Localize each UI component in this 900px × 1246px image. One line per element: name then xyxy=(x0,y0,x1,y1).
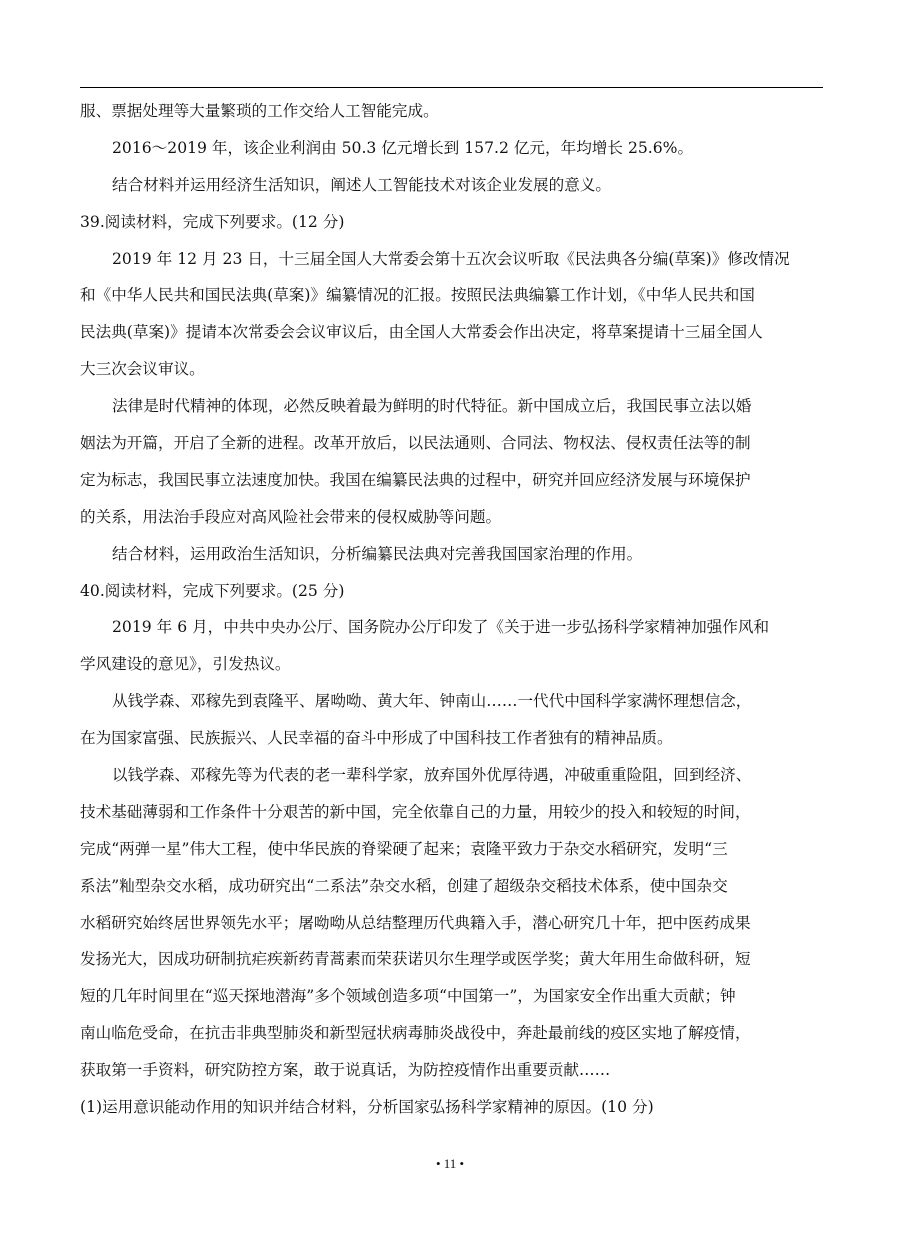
q40-paragraph-3-line-4: 系法”籼型杂交水稻，成功研究出“二系法”杂交水稻，创建了超级杂交稻技术体系，使中国杂交 xyxy=(80,876,728,895)
q39-paragraph-1-line-4: 大三次会议审议。 xyxy=(80,360,205,379)
q39-paragraph-1-line-1: 2019 年 12 月 23 日，十三届全国人大常委会第十五次会议听取《民法典各分编(草案)》修改情况 xyxy=(112,249,790,268)
q40-paragraph-3-line-5: 水稻研究始终居世界领先水平；屠呦呦从总结整理历代典籍入手，潜心研究几十年，把中医药成果 xyxy=(80,913,751,932)
question-40-part-1: (1)运用意识能动作用的知识并结合材料，分析国家弘扬科学家精神的原因。(10 分) xyxy=(80,1098,654,1117)
q40-paragraph-3-line-7: 短的几年时间里在“巡天探地潜海”多个领域创造多项“中国第一”，为国家安全作出重大贡献；钟 xyxy=(80,987,736,1006)
q39-paragraph-1-line-3: 民法典(草案)》提请本次常委会会议审议后，由全国人大常委会作出决定，将草案提请十三届全国人 xyxy=(80,323,763,342)
q40-paragraph-3-line-1: 以钱学森、邓稼先等为代表的老一辈科学家，放弃国外优厚待遇，冲破重重险阻，回到经济、 xyxy=(112,766,752,785)
q40-paragraph-1-line-2: 学风建设的意见》，引发热议。 xyxy=(80,655,291,674)
text-line-continuation: 服、票据处理等大量繁琐的工作交给人工智能完成。 xyxy=(80,102,439,120)
q40-paragraph-1-line-1: 2019 年 6 月，中共中央办公厅、国务院办公厅印发了《关于进一步弘扬科学家精神加强作风和 xyxy=(112,618,770,637)
question-39-prompt: 结合材料，运用政治生活知识，分析编纂民法典对完善我国国家治理的作用。 xyxy=(112,544,643,563)
q40-paragraph-3-line-6: 发扬光大，因成功研制抗疟疾新药青蒿素而荣获诺贝尔生理学或医学奖；黄大年用生命做科研，短 xyxy=(80,950,751,969)
q40-paragraph-3-line-8: 南山临危受命，在抗击非典型肺炎和新型冠状病毒肺炎战役中，奔赴最前线的疫区实地了解疫情， xyxy=(80,1024,751,1043)
question-38-prompt: 结合材料并运用经济生活知识，阐述人工智能技术对该企业发展的意义。 xyxy=(112,175,612,194)
q40-paragraph-3-line-3: 完成“两弹一星”伟大工程，使中华民族的脊梁硬了起来；袁隆平致力于杂交水稻研究，发明“三 xyxy=(80,839,728,858)
q39-paragraph-1-line-2: 和《中华人民共和国民法典(草案)》编纂情况的汇报。按照民法典编纂工作计划，《中华人民共和国 xyxy=(80,286,755,305)
q39-paragraph-2-line-2: 姻法为开篇，开启了全新的进程。改革开放后，以民法通则、合同法、物权法、侵权责任法等的制 xyxy=(80,434,751,453)
q39-paragraph-2-line-4: 的关系，用法治手段应对高风险社会带来的侵权威胁等问题。 xyxy=(80,507,502,526)
page-number: • 11 • xyxy=(435,1156,465,1171)
question-39-heading: 39.阅读材料，完成下列要求。(12 分) xyxy=(80,212,345,231)
text-line-profit: 2016～2019 年，该企业利润由 50.3 亿元增长到 157.2 亿元，年均增长 25.6%。 xyxy=(112,138,694,157)
top-rule xyxy=(80,87,823,88)
q40-paragraph-2-line-1: 从钱学森、邓稼先到袁隆平、屠呦呦、黄大年、钟南山……一代代中国科学家满怀理想信念， xyxy=(112,692,752,711)
q40-paragraph-2-line-2: 在为国家富强、民族振兴、人民幸福的奋斗中形成了中国科技工作者独有的精神品质。 xyxy=(80,729,673,748)
q40-paragraph-3-line-2: 技术基础薄弱和工作条件十分艰苦的新中国，完全依靠自己的力量，用较少的投入和较短的时间， xyxy=(80,802,751,821)
question-40-heading: 40.阅读材料，完成下列要求。(25 分) xyxy=(80,581,345,600)
q40-paragraph-3-line-9: 获取第一手资料，研究防控方案，敢于说真话，为防控疫情作出重要贡献…… xyxy=(80,1061,611,1080)
page-body xyxy=(80,93,823,1126)
q39-paragraph-2-line-1: 法律是时代精神的体现，必然反映着最为鲜明的时代特征。新中国成立后，我国民事立法以婚 xyxy=(112,397,752,416)
q39-paragraph-2-line-3: 定为标志，我国民事立法速度加快。我国在编纂民法典的过程中，研究并回应经济发展与环境保护 xyxy=(80,470,751,489)
